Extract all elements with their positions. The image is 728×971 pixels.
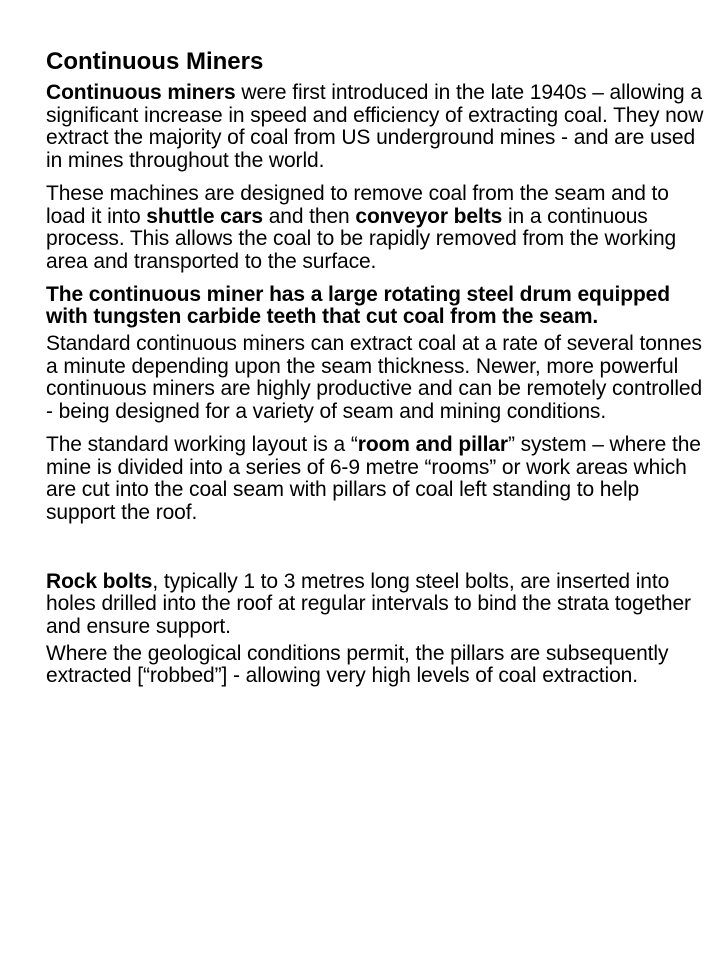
term-rock-bolts: Rock bolts [46,569,153,593]
paragraph-pillar-extraction [46,643,706,688]
paragraph-rock-bolts [46,571,706,639]
paragraph-text: Where the geological conditions permit, the pillars are subsequently extracted [“robbed”] - allowing very high levels of coal extraction. [46,641,669,688]
page-title: Continuous Miners [46,48,264,75]
paragraph-text: ” system – where the mine is divided into a series of 6-9 metre “rooms” or work areas which are cut into the coal seam with pillars of coal left standing to help support the roof. [46,432,701,524]
paragraph-machine-design [46,183,706,274]
paragraph-text: Standard continuous miners can extract coal at a rate of several tonnes a minute depending upon the seam thickness. Newer, more powerful continuous miners are highly productive and can be remotely controlled - being designed for a variety of seam and mining conditions. [46,332,703,424]
term-shuttle-cars: shuttle cars [146,204,263,228]
paragraph-introduction [46,82,706,173]
paragraph-text: The standard working layout is a “ [46,432,358,456]
term-conveyor-belts: conveyor belts [355,204,503,228]
paragraph-room-and-pillar [46,434,706,525]
term-continuous-miners: Continuous miners [46,81,236,104]
bold-statement: The continuous miner has a large rotating steel drum equipped with tungsten carbide teeth that cut coal from the seam. [46,282,670,329]
paragraph-drum-highlight [46,284,706,329]
paragraph-extraction-rate [46,333,706,424]
paragraph-text: were first introduced in the late 1940s – allowing a significant increase in speed and efficiency of extracting coal. They now extract the majority of coal from US underground mines - and are used in mines throughout the world. [46,81,704,173]
term-room-and-pillar: room and pillar [357,432,508,456]
paragraph-text: in a continuous process. This allows the coal to be rapidly removed from the working area and transported to the surface. [46,204,677,273]
paragraph-text: These machines are designed to remove coal from the seam and to load it into [46,181,669,228]
document-page [46,44,706,688]
paragraph-text: , typically 1 to 3 metres long steel bolts, are inserted into holes drilled into the roof at regular intervals to bind the strata together and ensure support. [46,569,691,639]
paragraph-text: and then [262,204,356,228]
